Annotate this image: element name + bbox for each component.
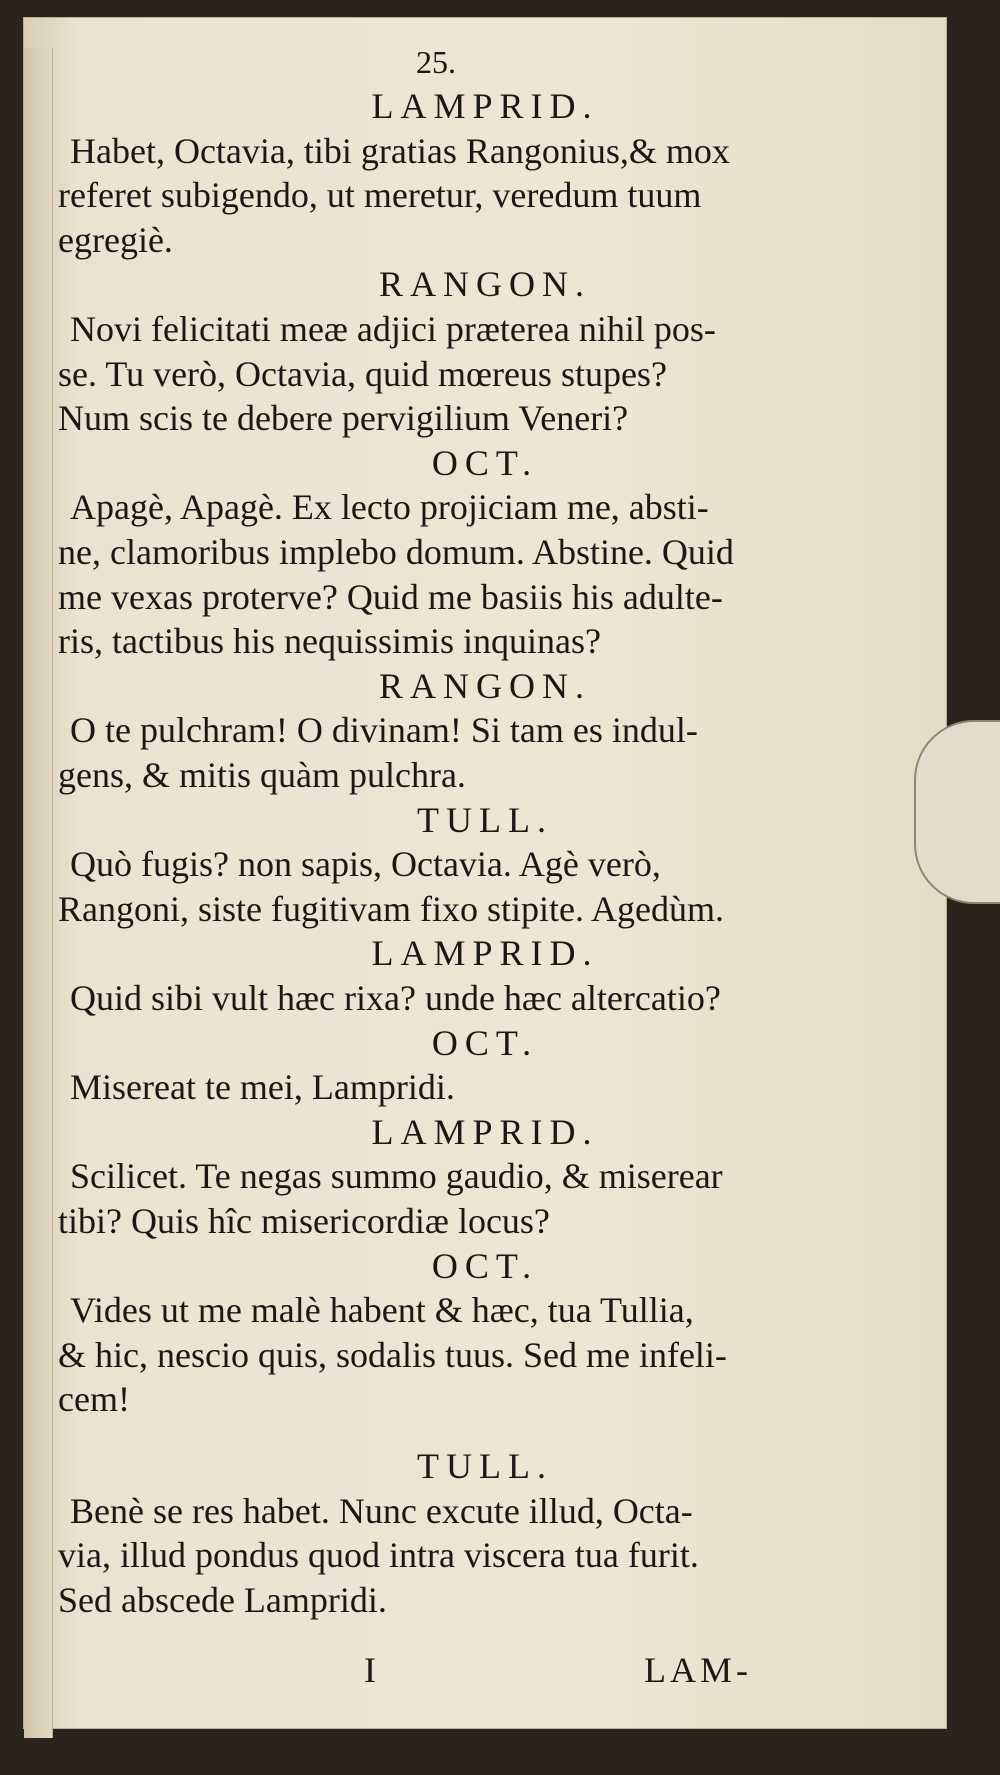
text-line: Quid sibi vult hæc rixa? unde hæc altercatio?: [70, 978, 721, 1018]
text-line: via, illud pondus quod intra viscera tua furit.: [58, 1535, 699, 1576]
text-line: Benè se res habet. Nunc excute illud, Octa-: [70, 1490, 693, 1531]
speaker-name: OCT.: [431, 442, 539, 483]
text-line: Rangoni, siste fugitivam fixo stipite. Agedùm.: [58, 888, 724, 929]
text-line: Sed abscede Lampridi.: [58, 1579, 387, 1620]
page-number: 25.: [416, 44, 456, 80]
text-line: gens, & mitis quàm pulchra.: [58, 755, 466, 795]
text-line: & hic, nescio quis, sodalis tuus. Sed me infeli-: [58, 1334, 727, 1375]
page-tab: [914, 720, 1000, 904]
text-line: Num scis te debere pervigilium Veneri?: [58, 398, 629, 439]
text-line: tibi? Quis hîc misericordiæ locus?: [58, 1201, 550, 1241]
text-line: Apagè, Apagè. Ex lecto projiciam me, absti-: [70, 487, 709, 528]
book-page: [24, 18, 946, 1728]
text-line: Novi felicitati meæ adjici præterea nihil pos-: [70, 309, 716, 349]
text-line: se. Tu verò, Octavia, quid mœreus stupes?: [58, 353, 667, 394]
text-line: Quò fugis? non sapis, Octavia. Agè verò,: [70, 844, 661, 885]
catchword: LAM-: [644, 1650, 752, 1690]
text-line: O te pulchram! O divinam! Si tam es indul-: [70, 710, 698, 751]
speaker-name: TULL.: [417, 799, 553, 840]
text-line: cem!: [58, 1379, 130, 1420]
signature-mark: I: [364, 1650, 376, 1690]
speaker-name: TULL.: [417, 1446, 553, 1486]
text-line: ne, clamoribus implebo domum. Abstine. Quid: [58, 532, 734, 572]
text-line: egregiè.: [58, 219, 173, 260]
text-line: Scilicet. Te negas summo gaudio, & miserear: [70, 1156, 723, 1197]
speaker-name: RANGON.: [378, 264, 591, 305]
text-line: me vexas proterve? Quid me basiis his adulte-: [58, 576, 723, 617]
text-line: referet subigendo, ut meretur, veredum tuum: [58, 175, 702, 216]
text-line: Vides ut me malè habent & hæc, tua Tullia,: [70, 1290, 694, 1331]
speaker-name: LAMPRID.: [371, 86, 599, 126]
speaker-name: LAMPRID.: [371, 933, 599, 974]
speaker-name: OCT.: [431, 1022, 539, 1063]
text-line: Misereat te mei, Lampridi.: [70, 1067, 455, 1108]
speaker-name: LAMPRID.: [371, 1111, 599, 1152]
speaker-name: OCT.: [431, 1245, 539, 1286]
text-line: Habet, Octavia, tibi gratias Rangonius,& mox: [70, 130, 730, 171]
speaker-name: RANGON.: [378, 665, 591, 706]
text-line: ris, tactibus his nequissimis inquinas?: [58, 621, 601, 662]
